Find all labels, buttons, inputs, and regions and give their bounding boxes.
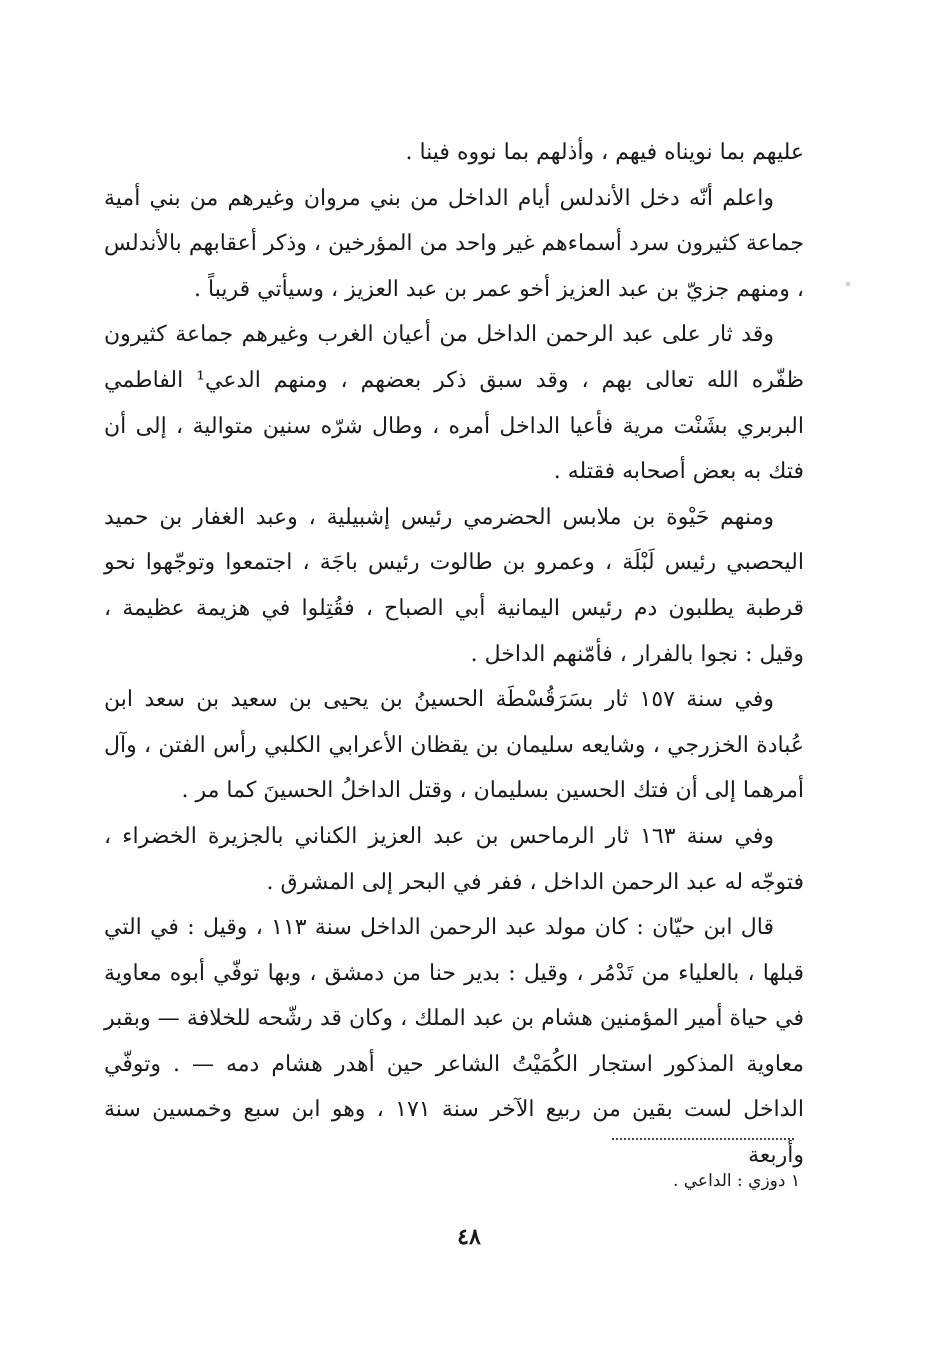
scan-speck <box>846 282 850 286</box>
footnote-divider <box>612 1138 794 1140</box>
body-text <box>104 130 804 1179</box>
paragraph-year-157: وفي سنة ١٥٧ ثار بسَرَقُسْطَة الحسينُ بن يحيى بن سعيد بن سعد ابن عُبادة الخزرجي ، وشايعه سليمان بن يقظان الأعرابي الكلبي رأس الفتن ، وآل أمرهما إلى أن فتك الحسين بسليمان ، وقتل الداخلُ الحسينَ كما مر . <box>104 687 804 804</box>
paragraph-ibn-hayyan: قال ابن حيّان : كان مولد عبد الرحمن الداخل سنة ١١٣ ، وقيل : في التي قبلها ، بالعلياء من تَدْمُر ، وقيل : بدير حنا من دمشق ، وبها توفّي أبوه معاوية في حياة أمير المؤمنين هشام بن عبد الملك ، وكان قد رشّحه للخلافة — وبقبر معاوية المذكور استجار الكُمَيْتُ الشاعر حين أهدر هشام دمه — . وتوفّي الداخل لست بقين من ربيع الآخر سنة ١٧١ ، وهو ابن سبع وخمسين سنة وأربعة <box>104 915 804 1169</box>
footnote: ١ دوزي : الداعي . <box>672 1171 800 1191</box>
paragraph-rebels-against-dakhil: وقد ثار على عبد الرحمن الداخل من أعيان الغرب وغيرهم جماعة كثيرون ظفّره الله تعالى بهم ، وقد سبق ذكر بعضهم ، ومنهم الدعي¹ الفاطمي البربري بشَنْت مرية فأعيا الداخل أمره ، وطال شرّه سنين متوالية ، إلى أن فتك به بعض أصحابه فقتله . <box>104 322 804 485</box>
paragraph-umayyads-in-andalus: واعلم أنّه دخل الأندلس أيام الداخل من بني مروان وغيرهم من بني أمية جماعة كثيرون سرد أسماءهم غير واحد من المؤرخين ، وذكر أعقابهم بالأندلس ، ومنهم جزيّ بن عبد العزيز أخو عمر بن عبد العزيز ، وسيأتي قريباً . <box>104 185 804 302</box>
page-number: ٤٨ <box>457 1224 481 1250</box>
paragraph-continuation: عليهم بما نويناه فيهم ، وأذلهم بما نووه فينا . <box>405 140 804 165</box>
paragraph-haywa-rebellion: ومنهم حَيْوة بن ملابس الحضرمي رئيس إشبيلية ، وعبد الغفار بن حميد اليحصبي رئيس لَبْلَة ، وعمرو بن طالوت رئيس باجَة ، اجتمعوا وتوجّهوا نحو قرطبة يطلبون دم رئيس اليمانية أبي الصباح ، فقُتِلوا في هزيمة عظيمة ، وقيل : نجوا بالفرار ، فأمّنهم الداخل . <box>104 504 804 667</box>
paragraph-year-163: وفي سنة ١٦٣ ثار الرماحس بن عبد العزيز الكناني بالجزيرة الخضراء ، فتوجّه له عبد الرحمن الداخل ، ففر في البحر إلى المشرق . <box>104 823 804 895</box>
